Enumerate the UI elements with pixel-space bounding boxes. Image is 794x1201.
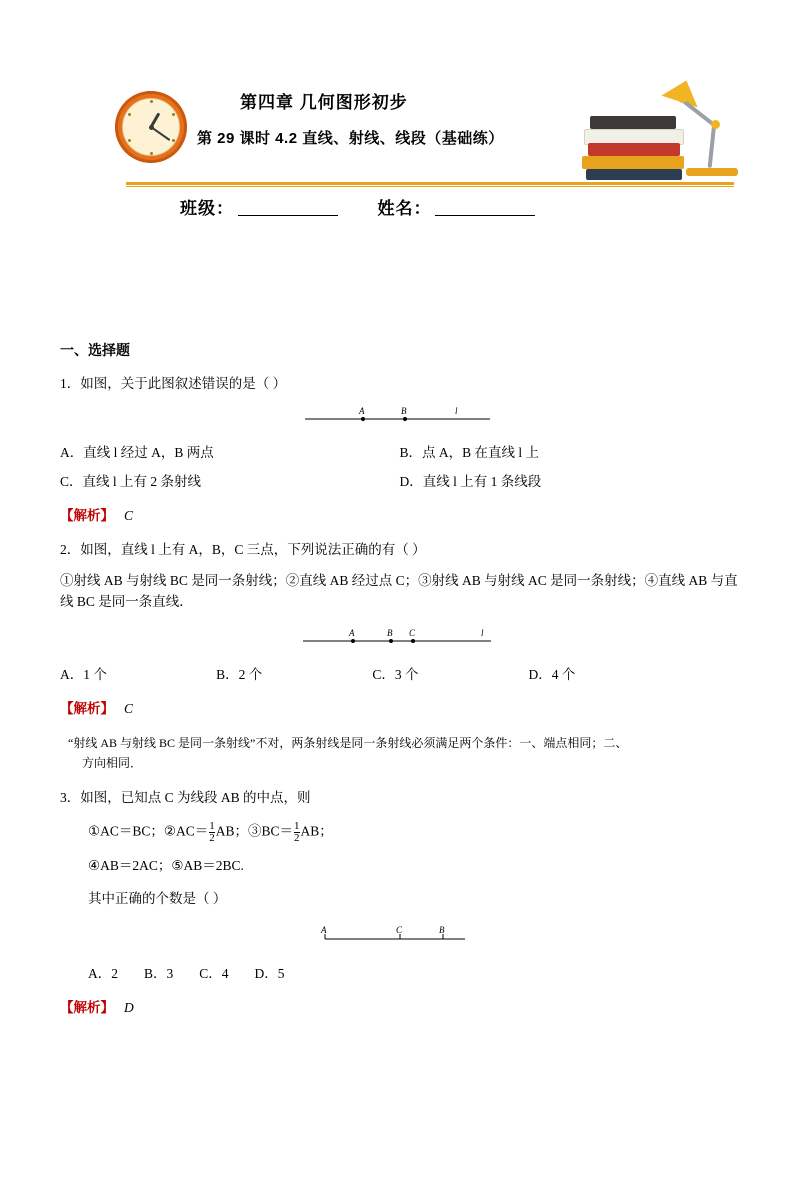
fraction-half-1: $\frac{1}{2}$: [209, 819, 215, 845]
name-input[interactable]: [435, 197, 535, 216]
question-2-note-line1: “射线 AB 与射线 BC 是同一条射线”不对，两条射线是同一条射线必须满足两个条件：一、端点相同；二、: [68, 735, 628, 750]
question-3-options: [60, 964, 739, 985]
line-figure-1: [295, 401, 505, 427]
question-3-ask: 其中正确的个数是（ ）: [88, 890, 227, 906]
class-label: 班级：: [180, 199, 234, 218]
q3-prefix: ①AC＝BC；②AC＝: [88, 823, 209, 839]
question-2-note: [60, 733, 739, 774]
segment-figure-3: [305, 921, 495, 947]
q3-mid: AB；③BC＝: [215, 823, 293, 839]
question-2-option-a[interactable]: A．1 个: [60, 666, 107, 682]
svg-text:l: l: [480, 628, 484, 639]
lesson-title: 第 29 课时 4.2 直线、射线、线段（基础练）: [197, 130, 504, 147]
question-1-option-a[interactable]: A．直线 l 经过 A，B 两点: [60, 444, 214, 460]
answer-value: C: [124, 508, 134, 524]
question-3-subitem-1: [88, 821, 739, 845]
title-block: [185, 88, 645, 148]
svg-text:l: l: [454, 405, 458, 416]
page-header: [60, 78, 734, 248]
question-1-option-b[interactable]: B．点 A，B 在直线 l 上: [399, 444, 540, 460]
question-2-note-line2: 方向相同．: [82, 756, 143, 771]
svg-text:A: A: [348, 628, 354, 639]
answer-label: 【解析】: [60, 700, 114, 716]
answer-value: D: [124, 1000, 134, 1016]
header-divider: [126, 182, 734, 185]
question-1-options-row2: [60, 472, 739, 493]
question-2-answer: [60, 699, 739, 720]
svg-text:A: A: [320, 925, 326, 936]
question-1-option-d[interactable]: D．直线 l 上有 1 条线段: [399, 474, 542, 490]
svg-text:C: C: [408, 628, 415, 639]
question-2-option-c[interactable]: C．3 个: [372, 666, 419, 682]
answer-label: 【解析】: [60, 508, 114, 524]
question-1-option-c[interactable]: C．直线 l 上有 2 条射线: [60, 474, 202, 490]
question-2-options: [60, 665, 739, 686]
question-3-answer: [60, 998, 739, 1019]
question-1-figure: [60, 401, 739, 434]
q3-suffix: AB；: [300, 823, 333, 839]
svg-text:B: B: [386, 628, 392, 639]
clock-icon: [115, 91, 187, 163]
question-3-subitems: [60, 821, 739, 877]
question-1-options-row1: [60, 443, 739, 464]
question-2-figure: [60, 623, 739, 656]
question-2-statements: ①射线 AB 与射线 BC 是同一条射线；②直线 AB 经过点 C；③射线 AB 与射线 AC 是同一条射线；④直线 AB 与直线 BC 是同一条直线．: [60, 573, 738, 610]
question-3-figure: [60, 921, 739, 954]
fraction-half-2: $\frac{1}{2}$: [294, 819, 300, 845]
answer-label: 【解析】: [60, 1000, 114, 1016]
question-1-answer: [60, 506, 739, 527]
question-3-option-a[interactable]: A．2: [88, 966, 118, 982]
section-title: 一、选择题: [60, 342, 130, 358]
class-input[interactable]: [238, 197, 338, 216]
line-figure-2: [295, 623, 505, 649]
name-label: 姓名：: [377, 199, 432, 218]
worksheet-page: [0, 78, 794, 1201]
answer-value: C: [124, 700, 134, 716]
question-3-subitem-2: ④AB＝2AC；⑤AB＝2BC.: [88, 857, 244, 873]
svg-text:B: B: [400, 405, 406, 416]
chapter-title: 第四章 几何图形初步: [240, 93, 408, 112]
question-3-option-b[interactable]: B．3: [144, 966, 174, 982]
svg-text:A: A: [358, 405, 364, 416]
question-3-option-d[interactable]: D．5: [254, 966, 285, 982]
question-1-stem: 1．如图，关于此图叙述错误的是（ ）: [60, 375, 287, 391]
worksheet-content: [60, 340, 739, 1032]
svg-text:C: C: [395, 925, 402, 936]
svg-text:B: B: [438, 925, 444, 936]
question-2-stem: 2．如图，直线 l 上有 A，B，C 三点，下列说法正确的有（ ）: [60, 542, 426, 558]
question-3-option-c[interactable]: C．4: [199, 966, 229, 982]
student-fields: [180, 194, 539, 219]
question-2-option-b[interactable]: B．2 个: [216, 666, 263, 682]
question-2-option-d[interactable]: D．4 个: [528, 666, 576, 682]
question-3-stem: 3．如图，已知点 C 为线段 AB 的中点，则: [60, 789, 311, 805]
